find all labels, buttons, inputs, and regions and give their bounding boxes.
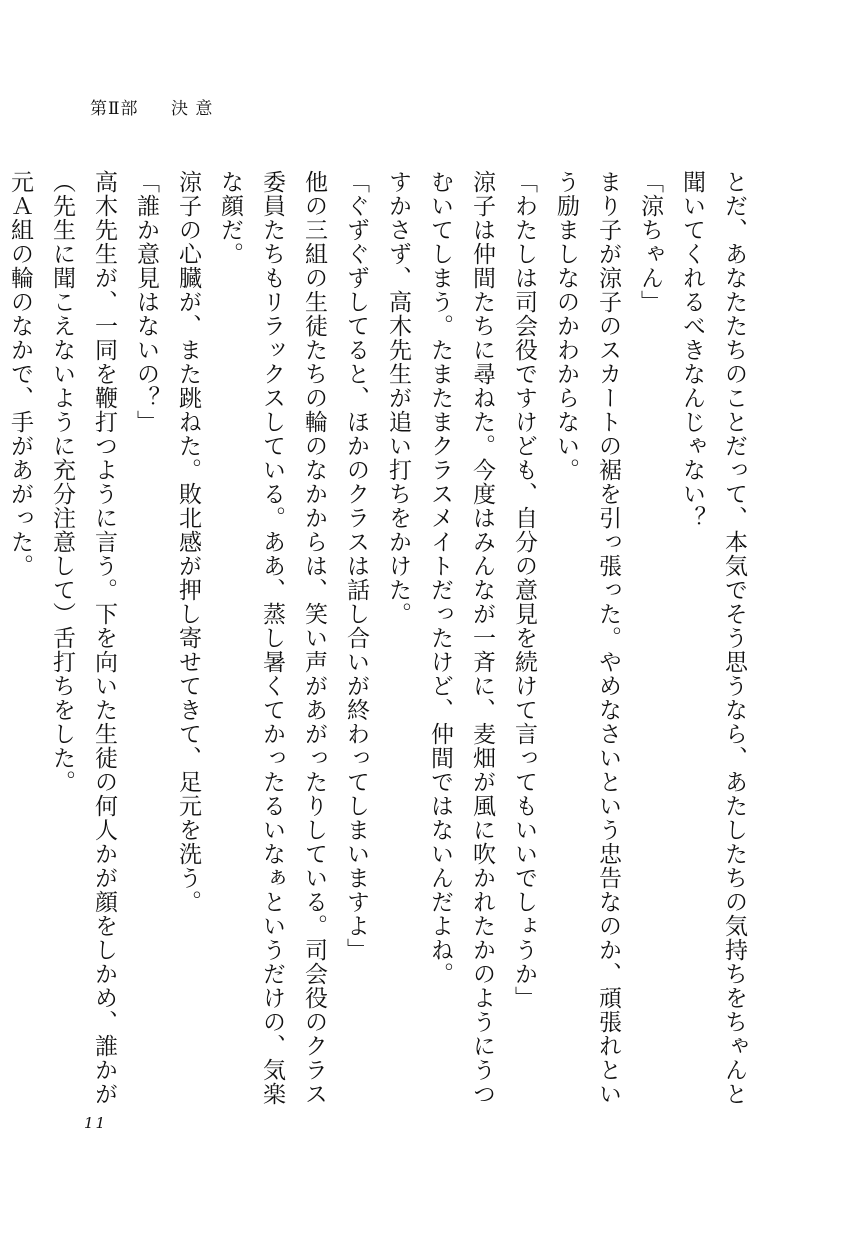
paragraph: とだ、あなたたちのことだって、本気でそう思うなら、あたしたちの気持ちをちゃんと聞いてくれるべきなんじゃない？ [679, 170, 747, 1106]
paragraph: 涼子の心臓が、また跳ねた。敗北感が押し寄せてきて、足元を洗う。 [175, 170, 201, 914]
paragraph: 「わたしは司会役ですけども、自分の意見を続けて言ってもいいでしょうか」 [511, 170, 537, 1010]
page-number: 11 [84, 1114, 108, 1132]
paragraph: 高木先生が、一同を鞭打つように言う。下を向いた生徒の何人かが顔をしかめ、誰かが（先生に聞こえないように充分注意して）舌打ちをした。 [49, 170, 117, 1106]
vertical-body-text [7, 170, 755, 1110]
paragraph: すかさず、高木先生が追い打ちをかけた。 [385, 170, 411, 626]
paragraph: 「涼ちゃん」 [637, 170, 663, 314]
paragraph: 涼子は仲間たちに尋ねた。今度はみんなが一斉に、麦畑が風に吹かれたかのようにうつむいてしまう。たまたまクラスメイトだったけど、仲間ではないんだよね。 [427, 170, 495, 1106]
paragraph: 「誰か意見はないの？」 [133, 170, 159, 434]
chapter-title: 決 意 [170, 99, 214, 119]
paragraph: 「ぐずぐずしてると、ほかのクラスは話し合いが終わってしまいますよ」 [343, 170, 369, 962]
paragraph: 他の三組の生徒たちの輪のなかからは、笑い声があがったりしている。司会役のクラス委員たちもリラックスしている。ああ、蒸し暑くてかったるいなぁというだけの、気楽な顔だ。 [217, 170, 327, 1106]
running-header [90, 94, 213, 119]
paragraph: 元Ａ組の輪のなかで、手があがった。 [7, 170, 33, 578]
paragraph: まり子が涼子のスカートの裾を引っ張った。やめなさいという忠告なのか、頑張れという励ましなのかわからない。 [553, 170, 621, 1106]
part-label: 第Ⅱ部 [90, 99, 139, 119]
